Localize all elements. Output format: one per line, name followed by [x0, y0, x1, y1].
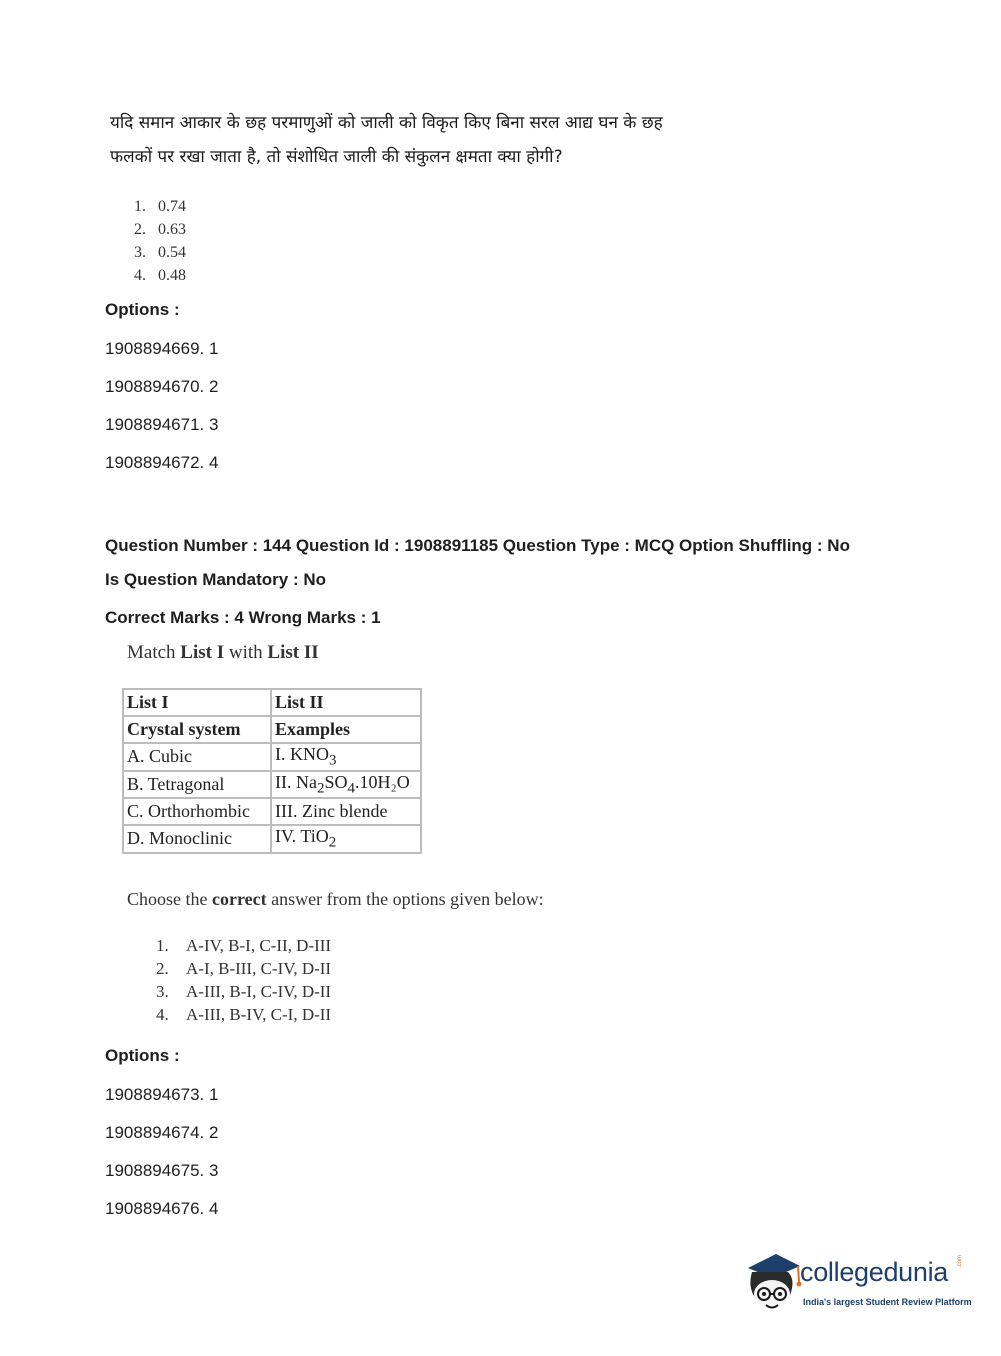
table-header-cell: List I	[123, 689, 271, 716]
choice-text: 0.54	[158, 244, 186, 261]
choice-text: A-III, B-I, C-IV, D-II	[186, 982, 332, 1001]
options-label: Options :	[105, 1046, 180, 1065]
choice-item	[134, 195, 186, 218]
choice-text: 0.63	[158, 221, 186, 238]
prompt-list1: List I	[180, 642, 225, 663]
table-row	[123, 771, 421, 799]
question-143-line-1: यदि समान आकार के छह परमाणुओं को जाली को विकृत किए बिना सरल आद्य घन के छह	[110, 113, 663, 133]
prompt-text: Match	[127, 642, 181, 663]
choice-item	[134, 241, 186, 264]
match-table	[122, 688, 422, 854]
option-line: 1908894672. 4	[105, 453, 219, 472]
choice-number: 1.	[134, 198, 146, 215]
choice-item	[156, 980, 331, 1003]
table-row	[123, 798, 421, 825]
option-line: 1908894676. 4	[105, 1199, 219, 1218]
option-line: 1908894669. 1	[105, 339, 219, 358]
table-cell: IV. TiO$_2$	[271, 825, 421, 853]
question-meta: Question Number : 144 Question Id : 1908891185 Question Type : MCQ Option Shuffling : No	[105, 536, 850, 555]
choice-item	[156, 1003, 331, 1026]
choice-number: 1.	[156, 936, 169, 955]
table-cell: B. Tetragonal	[123, 771, 271, 799]
option-line: 1908894674. 2	[105, 1123, 219, 1142]
choice-item	[156, 934, 331, 957]
question-prompt	[127, 642, 319, 664]
choice-text: A-I, B-III, C-IV, D-II	[186, 959, 332, 978]
choice-item	[134, 264, 186, 287]
choice-number: 2.	[156, 959, 169, 978]
table-cell: I. $KNO_3$	[271, 743, 421, 771]
instruction-text: answer from the options given below:	[266, 889, 544, 909]
choice-number: 4.	[134, 267, 146, 284]
table-header-row	[123, 689, 421, 716]
table-cell: C. Orthorhombic	[123, 798, 271, 825]
table-cell: D. Monoclinic	[123, 825, 271, 853]
options-label: Options :	[105, 300, 180, 319]
choice-text: A-III, B-IV, C-I, D-II	[186, 1005, 332, 1024]
choice-number: 3.	[156, 982, 169, 1001]
table-subheader-cell: Crystal system	[123, 716, 271, 743]
collegedunia-mascot-icon	[742, 1250, 802, 1318]
option-line: 1908894670. 2	[105, 377, 219, 396]
marks-line: Correct Marks : 4 Wrong Marks : 1	[105, 608, 381, 627]
prompt-list2: List II	[267, 642, 319, 663]
table-subheader-row	[123, 716, 421, 743]
instruction-bold: correct	[212, 889, 267, 909]
option-line: 1908894671. 3	[105, 415, 219, 434]
question-143-line-2: फलकों पर रखा जाता है, तो संशोधित जाली की संकुलन क्षमता क्या होगी?	[110, 147, 563, 167]
collegedunia-logo-text: collegedunia	[800, 1257, 949, 1287]
question-144-choices	[156, 934, 331, 1026]
choice-text: A-IV, B-I, C-II, D-III	[186, 936, 332, 955]
question-143-choices	[134, 195, 186, 287]
collegedunia-logo-com: .com	[957, 1254, 963, 1268]
choice-number: 2.	[134, 221, 146, 238]
choose-instruction	[127, 889, 544, 910]
choice-item	[134, 218, 186, 241]
table-cell: III. Zinc blende	[271, 798, 421, 825]
choice-text: 0.74	[158, 198, 186, 215]
match-table-wrapper	[122, 688, 422, 854]
table-row	[123, 825, 421, 853]
table-row	[123, 743, 421, 771]
option-line: 1908894673. 1	[105, 1085, 219, 1104]
choice-number: 3.	[134, 244, 146, 261]
instruction-text: Choose the	[127, 889, 212, 909]
option-line: 1908894675. 3	[105, 1161, 219, 1180]
mandatory-line: Is Question Mandatory : No	[105, 570, 327, 589]
table-cell: A. Cubic	[123, 743, 271, 771]
collegedunia-tagline: India's largest Student Review Platform	[803, 1297, 972, 1307]
prompt-text: with	[224, 642, 268, 663]
choice-number: 4.	[156, 1005, 169, 1024]
table-cell: II. $Na_2SO_4.10H_2O$	[271, 771, 421, 799]
choice-text: 0.48	[158, 267, 186, 284]
choice-item	[156, 957, 331, 980]
question-143-text	[110, 106, 750, 174]
table-header-cell: List II	[271, 689, 421, 716]
table-subheader-cell: Examples	[271, 716, 421, 743]
